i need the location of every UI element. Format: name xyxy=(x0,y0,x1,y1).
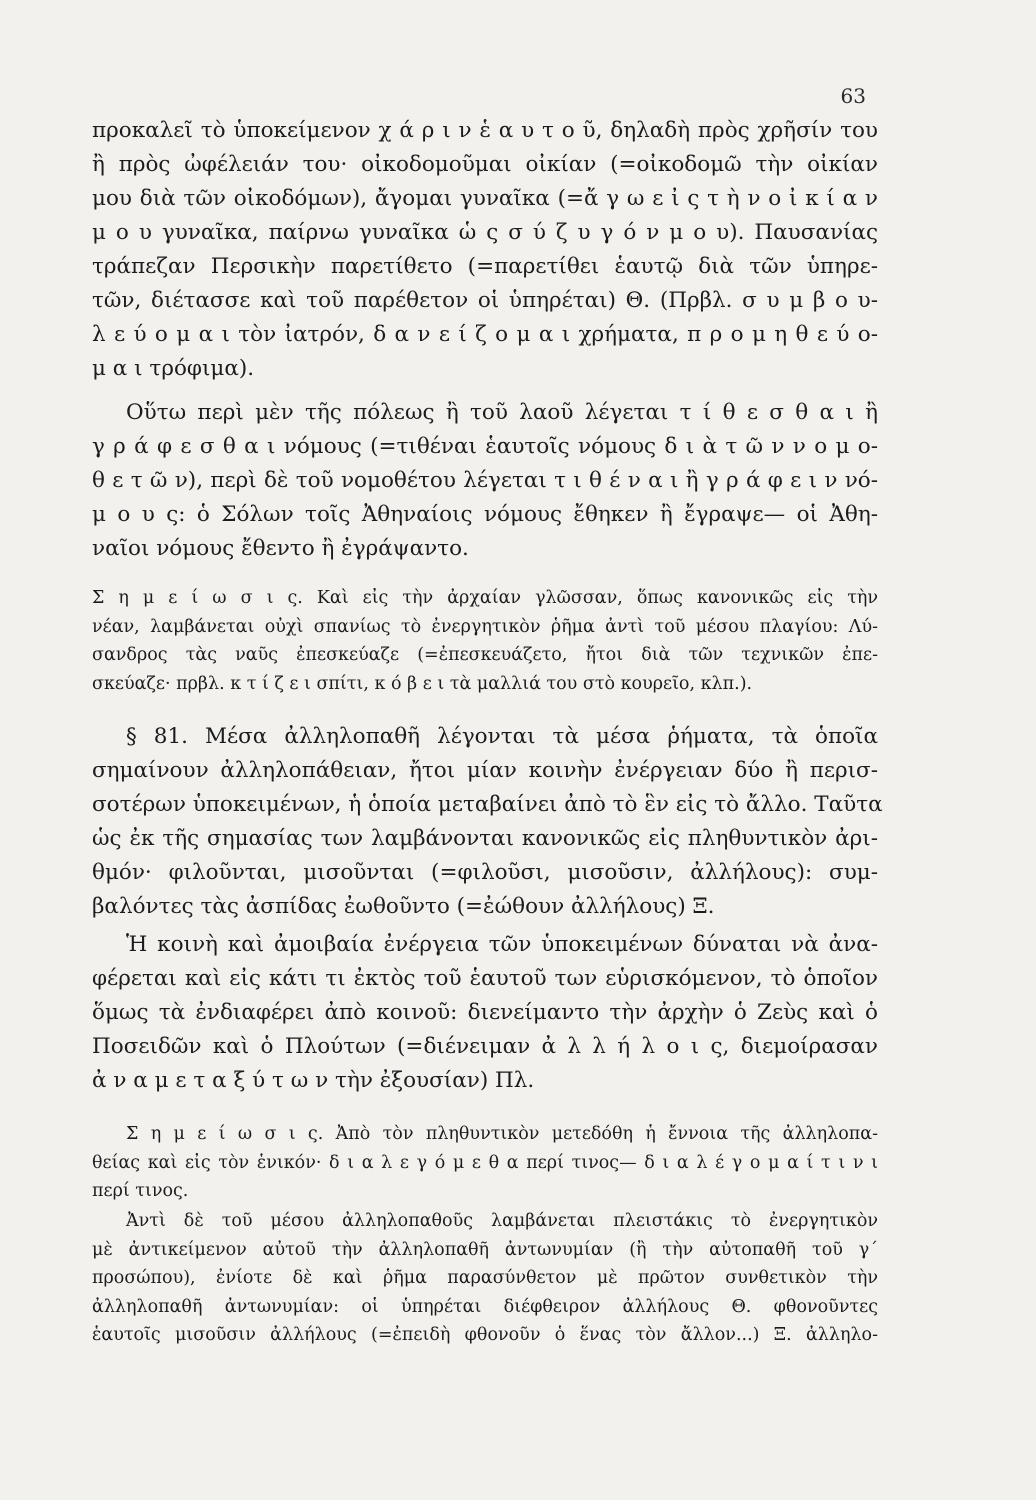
text-line: θ ε τ ῶ ν), περὶ δὲ τοῦ νομοθέτου λέγεται τ ι θ έ ν α ι ἢ γ ρ ά φ ε ι ν νό- xyxy=(92,468,878,493)
text-line: σανδρος τὰς ναῦς ἐπεσκεύαζε (=ἐπεσκευάζετο, ἤτοι διὰ τῶν τεχνικῶν ἐπε- xyxy=(92,645,878,665)
text-line: Ἡ κοινὴ καὶ ἀμοιβαία ἐνέργεια τῶν ὑποκειμένων δύναται νὰ ἀνα- xyxy=(126,932,878,957)
text-line: γ ρ ά φ ε σ θ α ι νόμους (=τιθέναι ἑαυτοῖς νόμους δ ι ὰ τ ῶ ν ν ο μ ο- xyxy=(92,434,878,459)
text-line: φέρεται καὶ εἰς κάτι τι ἐκτὸς τοῦ ἑαυτοῦ των εὑρισκόμενον, τὸ ὁποῖον xyxy=(92,966,878,991)
text-line: μ ο υ ς: ὁ Σόλων τοῖς Ἀθηναίοις νόμους ἔθηκεν ἢ ἔγραψε— οἱ Ἀθη- xyxy=(92,502,878,527)
text-line: μου διὰ τῶν οἰκοδόμων), ἄγομαι γυναῖκα (=ἄ γ ω ε ἰ ς τ ὴ ν ο ἰ κ ί α ν xyxy=(92,186,878,211)
text-line: Οὕτω περὶ μὲν τῆς πόλεως ἢ τοῦ λαοῦ λέγεται τ ί θ ε σ θ α ι ἢ xyxy=(126,400,878,425)
text-line: Ποσειδῶν καὶ ὁ Πλούτων (=διένειμαν ἀ λ λ ή λ ο ι ς, διεμοίρασαν xyxy=(92,1034,878,1059)
note-active-for-middle xyxy=(92,584,878,698)
text-line: τράπεζαν Περσικὴν παρετίθετο (=παρετίθει ἑαυτῷ διὰ τῶν ὑπηρε- xyxy=(92,254,878,279)
paragraph-laws xyxy=(92,396,878,566)
page-number: 63 xyxy=(840,84,866,108)
text-line: θμόν· φιλοῦνται, μισοῦνται (=φιλοῦσι, μισοῦσιν, ἀλλήλους): συμ- xyxy=(92,860,878,885)
section-heading-line: § 81. Μέσα ἀλληλοπαθῆ λέγονται τὰ μέσα ῥήματα, τὰ ὁποῖα xyxy=(126,724,878,749)
note-singular-reciprocal xyxy=(92,1120,878,1206)
text-line: ὅμως τὰ ἐνδιαφέρει ἀπὸ κοινοῦ: διενείμαντο τὴν ἀρχὴν ὁ Ζεὺς καὶ ὁ xyxy=(92,1000,878,1025)
text-line: σημαίνουν ἀλληλοπάθειαν, ἤτοι μίαν κοινὴν ἐνέργειαν δύο ἢ περισ- xyxy=(92,758,878,783)
text-line: θείας καὶ εἰς τὸν ἑνικόν· δ ι α λ ε γ ό μ ε θ α περί τινος— δ ι α λ έ γ ο μ α ί τ ι ν ι xyxy=(92,1152,878,1173)
text-line: προσώπου), ἐνίοτε δὲ καὶ ῥῆμα παρασύνθετον μὲ πρῶτον συνθετικὸν τὴν xyxy=(92,1268,878,1288)
text-line: Ἀντὶ δὲ τοῦ μέσου ἀλληλοπαθοῦς λαμβάνεται πλειστάκις τὸ ἐνεργητικὸν xyxy=(126,1211,878,1231)
text-line: ἀλληλοπαθῆ ἀντωνυμίαν: οἱ ὑπηρέται διέφθειρον ἀλλήλους Θ. φθονοῦντες xyxy=(92,1296,878,1317)
text-line: νέαν, λαμβάνεται οὐχὶ σπανίως τὸ ἐνεργητικὸν ῥῆμα ἀντὶ τοῦ μέσου πλαγίου: Λύ- xyxy=(92,616,878,637)
text-line: μ α ι τρόφιμα). xyxy=(92,356,255,381)
text-line: ἀ ν α μ ε τ α ξ ύ τ ω ν τὴν ἐξουσίαν) Πλ. xyxy=(92,1068,535,1093)
text-line: Σ η μ ε ί ω σ ι ς. Ἀπὸ τὸν πληθυντικὸν μετεδόθη ἡ ἔννοια τῆς ἀλληλοπα- xyxy=(126,1124,878,1144)
text-line: ἑαυτοῖς μισοῦσιν ἀλλήλους (=ἐπειδὴ φθονοῦν ὁ ἕνας τὸν ἄλλον...) Ξ. ἀλληλο- xyxy=(92,1325,878,1345)
paragraph-common-action xyxy=(92,928,878,1098)
text-line: σοτέρων ὑποκειμένων, ἡ ὁποία μεταβαίνει ἀπὸ τὸ ἓν εἰς τὸ ἄλλο. Ταῦτα xyxy=(92,792,883,817)
text-line: σκεύαζε· πρβλ. κ τ ί ζ ε ι σπίτι, κ ό β ε ι τὰ μαλλιά του στὸ κουρεῖο, κλπ.). xyxy=(92,673,753,694)
text-line: προκαλεῖ τὸ ὑποκείμενον χ ά ρ ι ν ἑ α υ τ ο ῦ, δηλαδὴ πρὸς χρῆσίν του xyxy=(92,118,878,143)
text-line: μὲ ἀντικείμενον αὐτοῦ τὴν ἀλληλοπαθῆ ἀντωνυμίαν (ἢ τὴν αὐτοπαθῆ τοῦ γ΄ xyxy=(92,1239,878,1260)
text-line: τῶν, διέτασσε καὶ τοῦ παρέθετον οἱ ὑπηρέται) Θ. (Πρβλ. σ υ μ β ο υ- xyxy=(92,288,878,313)
section-81-reciprocal-middle xyxy=(92,720,883,924)
text-line: μ ο υ γυναῖκα, παίρνω γυναῖκα ὡ ς σ ύ ζ υ γ ό ν μ ο υ). Παυσανίας xyxy=(92,220,878,245)
text-line: ἢ πρὸς ὠφέλειάν του· οἰκοδομοῦμαι οἰκίαν (=οἰκοδομῶ τὴν οἰκίαν xyxy=(92,152,878,177)
text-line: λ ε ύ ο μ α ι τὸν ἰατρόν, δ α ν ε ί ζ ο μ α ι χρήματα, π ρ ο μ η θ ε ύ ο- xyxy=(92,322,878,347)
text-line: περί τινος. xyxy=(92,1181,189,1201)
text-line: βαλόντες τὰς ἀσπίδας ἐωθοῦντο (=ἐώθουν ἀλλήλους) Ξ. xyxy=(92,894,715,919)
paragraph-middle-voice-benefit xyxy=(92,114,878,386)
text-line: ὡς ἐκ τῆς σημασίας των λαμβάνονται κανονικῶς εἰς πληθυντικὸν ἀρι- xyxy=(92,826,878,851)
text-line: ναῖοι νόμους ἔθεντο ἢ ἐγράψαντο. xyxy=(92,536,469,561)
text-line: Σ η μ ε ί ω σ ι ς. Καὶ εἰς τὴν ἀρχαίαν γλῶσσαν, ὅπως κανονικῶς εἰς τὴν xyxy=(92,588,878,608)
note-reciprocal-pronoun xyxy=(92,1207,878,1350)
